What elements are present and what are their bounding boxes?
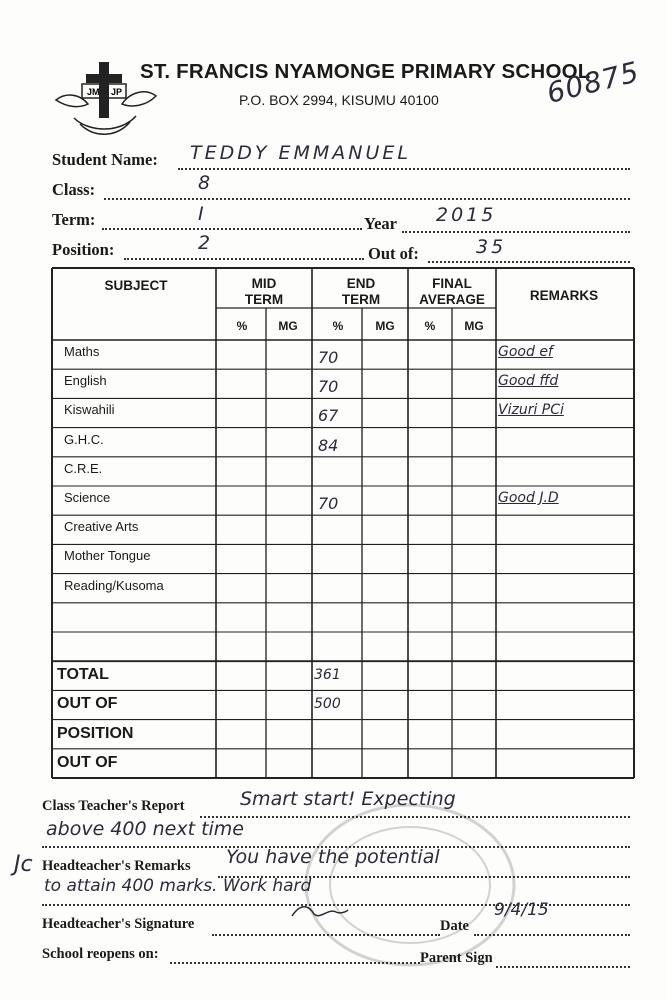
end-term-percent: 84 <box>318 435 339 455</box>
out-of-value: 35 <box>476 236 507 258</box>
school-name: ST. FRANCIS NYAMONGE PRIMARY SCHOOL <box>140 60 591 83</box>
mid-mg-header: MG <box>278 319 298 333</box>
term-label: Term: <box>52 210 96 229</box>
position-line <box>124 258 364 260</box>
headteacher-remarks-line1: You have the potential <box>226 846 440 868</box>
class-teacher-report-label: Class Teacher's Report <box>42 798 185 814</box>
term-value: I <box>198 203 207 225</box>
student-name-value: TEDDY EMMANUEL <box>190 142 412 164</box>
position-value: 2 <box>198 232 214 254</box>
handwritten-corner-number: 60875 <box>543 55 643 110</box>
logo-text-right: JP <box>111 87 123 97</box>
margin-note: Jc <box>14 852 33 877</box>
totals-row-label: OUT OF <box>57 753 118 771</box>
subject-name: Kiswahili <box>64 402 115 418</box>
date-line <box>474 934 630 936</box>
school-reopens-label: School reopens on: <box>42 946 159 962</box>
subject-name: Creative Arts <box>64 519 139 535</box>
parent-sign-label: Parent Sign <box>420 950 493 966</box>
mid-pct-header: % <box>236 319 248 333</box>
school-reopens-line <box>170 962 420 964</box>
class-teacher-report-line2: above 400 next time <box>46 818 244 840</box>
final-pct-header: % <box>424 319 436 333</box>
out-of-label: Out of: <box>368 244 419 263</box>
end-term-header-line1: END <box>346 276 376 291</box>
end-term-header-line2: TERM <box>341 292 381 307</box>
headteacher-remarks-line2: to attain 400 marks. Work hard <box>44 876 312 896</box>
class-line <box>104 198 630 200</box>
subject-header: SUBJECT <box>104 278 168 293</box>
subject-name: Mother Tongue <box>64 548 151 564</box>
subject-name: C.R.E. <box>64 460 103 476</box>
headteacher-signature-label: Headteacher's Signature <box>42 916 195 932</box>
end-term-percent: 70 <box>318 377 339 397</box>
mid-term-header-line2: TERM <box>244 292 284 307</box>
subject-name: English <box>64 373 107 389</box>
logo-text-left: JM <box>87 87 100 97</box>
final-mg-header: MG <box>464 319 484 333</box>
class-value: 8 <box>198 172 214 194</box>
end-term-header <box>314 276 408 308</box>
final-average-header-line1: FINAL <box>432 276 472 291</box>
school-address: P.O. BOX 2994, KISUMU 40100 <box>239 92 439 108</box>
final-average-header <box>408 276 496 308</box>
headteacher-remarks-label: Headteacher's Remarks <box>42 858 191 874</box>
end-pct-header: % <box>332 319 344 333</box>
mid-term-header <box>218 276 310 308</box>
end-mg-header: MG <box>375 319 395 333</box>
remarks-header: REMARKS <box>529 288 599 303</box>
subject-remark: Good ef <box>498 344 553 360</box>
totals-end-term-percent: 500 <box>314 696 341 713</box>
year-line <box>402 231 630 233</box>
end-term-percent: 70 <box>318 348 339 367</box>
position-label: Position: <box>52 240 115 259</box>
final-average-header-line2: AVERAGE <box>419 292 485 307</box>
totals-row-label: OUT OF <box>57 695 118 713</box>
school-stamp-icon <box>300 800 520 970</box>
student-name-label: Student Name: <box>52 150 158 169</box>
parent-sign-line <box>496 966 630 968</box>
subject-name: Science <box>64 490 111 505</box>
out-of-line <box>428 261 630 263</box>
term-line <box>102 228 362 230</box>
end-term-percent: 67 <box>318 406 339 426</box>
signature-line <box>212 934 440 936</box>
totals-row-label: TOTAL <box>57 666 109 684</box>
student-name-line <box>178 168 630 170</box>
subject-remark: Vizuri PCi <box>498 402 564 419</box>
end-term-percent: 70 <box>318 494 339 513</box>
year-value: 2015 <box>436 204 497 226</box>
class-label: Class: <box>52 180 96 199</box>
mid-term-header-line1: MID <box>251 276 277 291</box>
headteacher-signature-icon <box>290 900 350 922</box>
totals-row-label: POSITION <box>57 724 134 742</box>
subject-remark: Good ffd <box>498 373 559 390</box>
subject-name: G.H.C. <box>64 431 104 447</box>
date-label: Date <box>440 918 469 934</box>
totals-end-term-percent: 361 <box>314 667 341 684</box>
subject-remark: Good J.D <box>498 490 559 506</box>
subject-name: Maths <box>64 344 100 359</box>
class-teacher-report-line1: Smart start! Expecting <box>240 788 456 810</box>
class-teacher-line1 <box>200 816 630 818</box>
date-value: 9/4/15 <box>494 900 549 920</box>
year-label: Year <box>364 214 397 233</box>
subject-name: Reading/Kusoma <box>64 577 164 593</box>
